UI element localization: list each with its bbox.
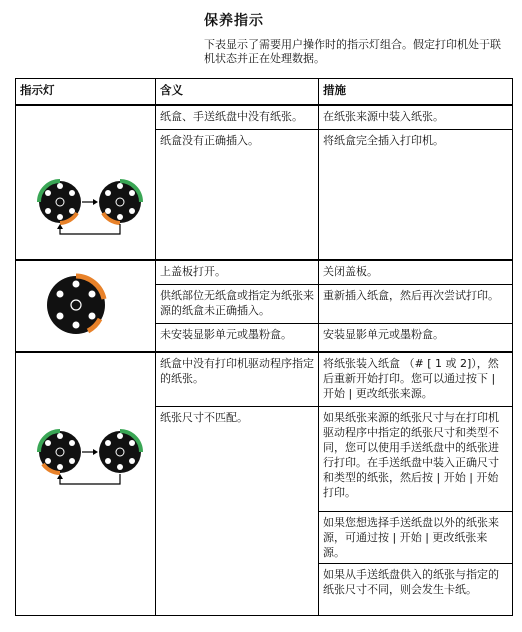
action-cell: 将纸盒完全插入打印机。 [319,129,513,260]
action-cell: 重新插入纸盒，然后再次尝试打印。 [319,285,513,324]
action-cell: 在纸张来源中装入纸张。 [319,105,513,129]
section-title: 保养指示 [204,13,264,29]
meaning-cell: 供纸部位无纸盒或指定为纸张来源的纸盒未正确插入。 [156,285,319,324]
action-cell: 将纸张装入纸盒 （# [ 1 或 2]），然后重新开始打印。您可以通过按下 | 开始 | 更改纸张来源。 [319,352,513,406]
panel-sequence-icon [16,353,156,615]
action-cell: 如果从手送纸盘供入的纸张与指定的纸张尺寸不同，则会发生卡纸。 [319,564,513,616]
meaning-cell: 未安装显影单元或墨粉盒。 [156,323,319,352]
header-action: 措施 [319,79,513,106]
indicator-cell-group3 [16,352,156,616]
action-cell: 如果纸张来源的纸张尺寸与在打印机驱动程序中指定的纸张尺寸和类型不同，您可以使用手送纸盘中的纸张进行打印。在手送纸盘中装入正确尺寸和类型的纸张，然后按 | 开始 | 开始打印。 [319,406,513,512]
table-row [16,105,513,129]
indicator-table [15,78,513,616]
header-indicator: 指示灯 [16,79,156,106]
meaning-cell: 纸盒、手送纸盘中没有纸张。 [156,105,319,129]
table-row [16,260,513,285]
meaning-cell: 纸盒中没有打印机驱动程序指定的纸张。 [156,352,319,406]
action-cell: 关闭盖板。 [319,260,513,285]
panel-sequence-icon [16,106,156,259]
indicator-cell-group1 [16,105,156,260]
meaning-cell: 纸张尺寸不匹配。 [156,406,319,616]
table-row [16,352,513,406]
header-meaning: 含义 [156,79,319,106]
panel-icon [16,261,156,351]
action-cell: 如果您想选择手送纸盘以外的纸张来源，可通过按 | 开始 | 更改纸张来源。 [319,512,513,564]
meaning-cell: 纸盒没有正确插入。 [156,129,319,260]
action-cell: 安装显影单元或墨粉盒。 [319,323,513,352]
indicator-cell-group2 [16,260,156,352]
meaning-cell: 上盖板打开。 [156,260,319,285]
section-intro: 下表显示了需要用户操作时的指示灯组合。假定打印机处于联机状态并正在处理数据。 [204,38,501,65]
